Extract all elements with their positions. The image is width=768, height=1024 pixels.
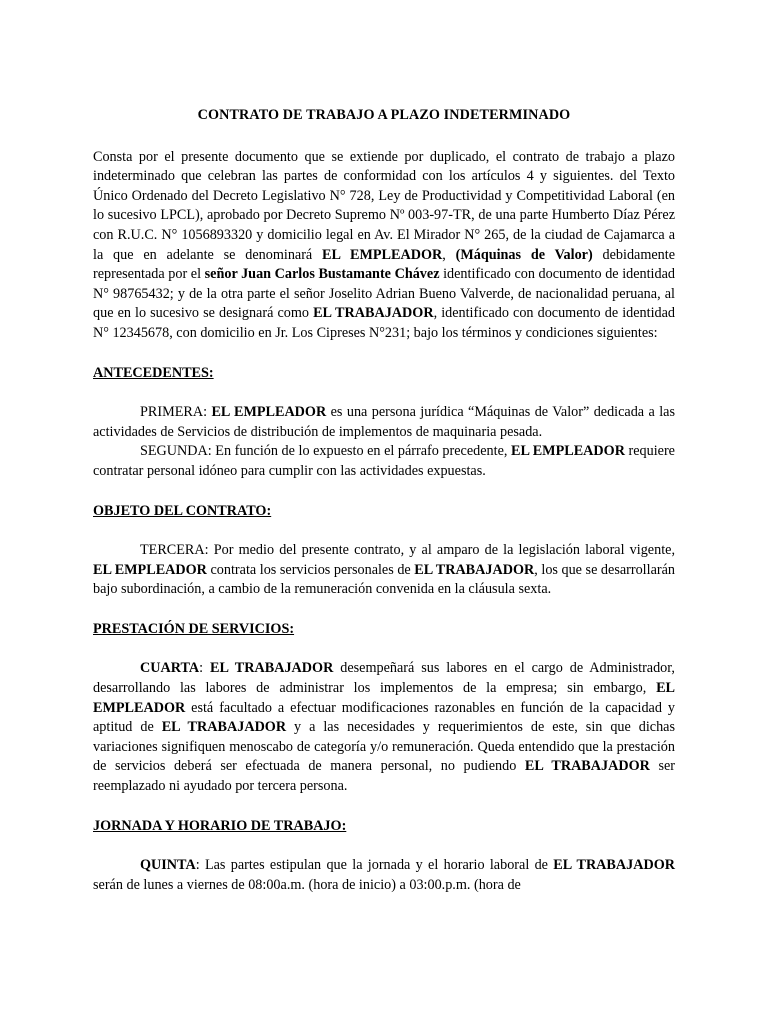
clause-text: está facultado a efectuar modificaciones razonables en función de la capacidad y aptitud de — [93, 699, 675, 736]
section-heading-antecedentes: ANTECEDENTES: — [93, 364, 214, 381]
clause-text: contrata los servicios personales de — [206, 561, 415, 578]
clause-bold-text: EL TRABAJADOR — [161, 719, 287, 736]
clause-text: : Las partes estipulan que la jornada y el horario laboral de — [195, 857, 554, 874]
clause-text: ser reemplazado ni ayudado por tercera persona. — [93, 758, 675, 795]
clause-bold-text: CUARTA — [140, 660, 200, 677]
document-title: CONTRATO DE TRABAJO A PLAZO INDETERMINADO — [197, 107, 571, 123]
clause-text: , los que se desarrollarán bajo subordinación, a cambio de la remuneración convenida en la cláusula sexta. — [93, 561, 675, 598]
clause-segunda — [93, 442, 675, 481]
clause-text: requiere contratar personal idóneo para cumplir con las actividades expuestas. — [93, 443, 675, 479]
intro-text: Consta por el presente documento que se extiende por duplicado, el contrato de trabajo a plazo indeterminado que celebran las partes de conformidad con los artículos 4 y siguientes. del Texto Único Ordenado del Decreto Legislativo N° 728, Ley de Productividad y Competitividad Laboral (en lo sucesivo LPCL), aprobado por Decreto Supremo Nº 003-97-TR, de una parte Humberto Díaz Pérez con R.U.C. N° 1056893320 y domicilio legal en Av. El Mirador N° 265, de la ciudad de Cajamarca a la que en adelante se denominará — [93, 148, 675, 263]
clause-text: TERCERA: Por medio del presente contrato, y al amparo de la legislación laboral vigente, — [140, 542, 675, 559]
clause-tercera — [93, 541, 675, 600]
intro-bold-text: EL EMPLEADOR — [322, 246, 443, 263]
clause-bold-text: EL TRABAJADOR — [524, 758, 650, 775]
clause-bold-text: EL EMPLEADOR — [93, 561, 207, 578]
intro-bold-text: EL TRABAJADOR — [313, 305, 434, 322]
clause-bold-text: EL EMPLEADOR — [211, 404, 327, 421]
clause-bold-text: QUINTA — [140, 857, 196, 874]
intro-bold-text: señor Juan Carlos Bustamante Chávez — [204, 266, 440, 283]
section-heading-objeto: OBJETO DEL CONTRATO: — [93, 502, 272, 519]
intro-paragraph — [93, 148, 675, 344]
clause-bold-text: EL EMPLEADOR — [511, 443, 625, 460]
intro-text: identificado con documento de identidad N° 98765432; y de la otra parte el señor Joselito Adrian Bueno Valverde, de nacionalidad peruana, al que en lo sucesivo se designará como — [93, 266, 675, 322]
clause-bold-text: EL TRABAJADOR — [553, 857, 676, 874]
clause-text: y a las necesidades y requerimientos de este, sin que dichas variaciones signifiquen menoscabo de categoría y/o remuneración. Queda entendido que la prestación de servicios deberá ser efectuada de manera personal, no pudiendo — [93, 719, 676, 775]
clause-text: serán de lunes a viernes de 08:00a.m. (hora de inicio) a 03:00.p.m. (hora de — [93, 876, 521, 893]
section-heading-jornada: JORNADA Y HORARIO DE TRABAJO: — [93, 817, 347, 834]
clause-text: es una persona jurídica “Máquinas de Valor” dedicada a las actividades de Servicios de distribución de implementos de maquinaria pesada. — [93, 404, 675, 440]
clause-text: SEGUNDA: En función de lo expuesto en el párrafo precedente, — [140, 443, 511, 460]
clause-text: desempeñará sus labores en el cargo de Administrador, desarrollando las labores de administrar los implementos de la empresa; sin embargo, — [93, 660, 675, 697]
clause-bold-text: EL EMPLEADOR — [93, 680, 675, 716]
clause-bold-text: EL TRABAJADOR — [210, 660, 334, 677]
intro-bold-text: (Máquinas de Valor) — [455, 246, 593, 263]
clause-cuarta — [93, 659, 675, 796]
clause-text: PRIMERA: — [140, 404, 212, 421]
clause-text: : — [199, 660, 210, 677]
clause-primera — [93, 403, 675, 442]
intro-text: , identificado con documento de identidad N° 12345678, con domicilio en Jr. Los Cipreses N°231; bajo los términos y condiciones siguientes: — [93, 305, 675, 341]
clause-quinta — [93, 856, 675, 895]
intro-text: debidamente representada por el — [93, 246, 675, 283]
intro-text: , — [442, 246, 456, 263]
section-heading-prestacion: PRESTACIÓN DE SERVICIOS: — [93, 620, 295, 637]
clause-bold-text: EL TRABAJADOR — [414, 561, 535, 578]
